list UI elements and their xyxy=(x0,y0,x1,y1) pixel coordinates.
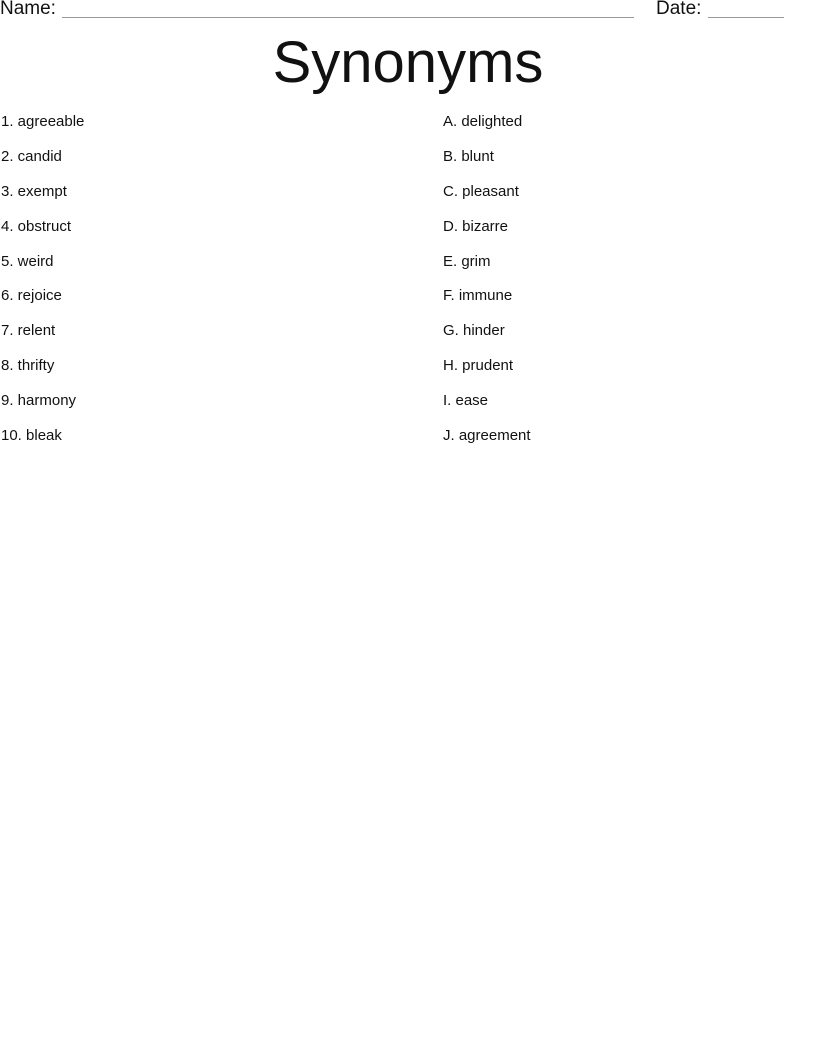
term-item: 7. relent xyxy=(1,322,56,340)
answer-item: I. ease xyxy=(443,392,489,410)
term-item: 9. harmony xyxy=(1,392,77,410)
answer-item: E. grim xyxy=(443,252,491,270)
answer-item: F. immune xyxy=(443,287,513,305)
term-item: 8. thrifty xyxy=(1,357,55,375)
term-item: 10. bleak xyxy=(1,427,62,445)
term-item: 1. agreeable xyxy=(1,113,85,130)
term-item: 2. candid xyxy=(1,147,62,165)
worksheet-title: Synonyms xyxy=(272,30,544,95)
answer-item: C. pleasant xyxy=(443,182,519,200)
terms-list xyxy=(1,112,401,461)
date-blank-line xyxy=(708,17,784,18)
term-item: 3. exempt xyxy=(1,182,67,200)
answer-item: G. hinder xyxy=(443,322,505,340)
name-label: Name: xyxy=(0,0,56,19)
answer-item: A. delighted xyxy=(443,113,523,130)
term-item: 6. rejoice xyxy=(1,287,62,305)
answer-item: H. prudent xyxy=(443,357,514,375)
answer-item: B. blunt xyxy=(443,147,494,165)
name-blank-line xyxy=(62,17,634,18)
term-item: 5. weird xyxy=(1,252,54,270)
term-item: 4. obstruct xyxy=(1,217,72,235)
date-label: Date: xyxy=(656,0,702,19)
answer-item: J. agreement xyxy=(443,427,531,445)
worksheet-header xyxy=(0,0,816,22)
answer-item: D. bizarre xyxy=(443,217,509,235)
answers-list xyxy=(443,112,803,461)
